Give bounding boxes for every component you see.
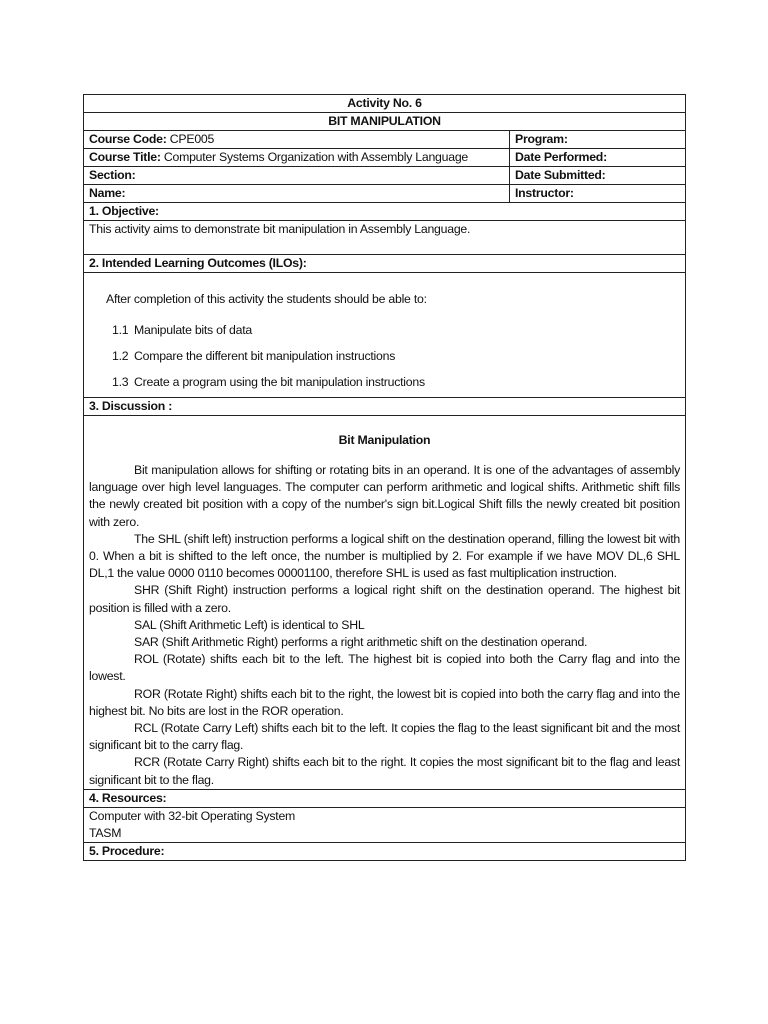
activity-title: BIT MANIPULATION: [84, 113, 686, 131]
activity-number-row: [84, 95, 686, 113]
section-row: [84, 167, 686, 185]
activity-number: Activity No. 6: [84, 95, 686, 113]
discussion-paragraph: ROL (Rotate) shifts each bit to the left. The highest bit is copied into both the Carry flag and into the lowest.: [89, 652, 680, 684]
ilo-item-text: Manipulate bits of data: [134, 323, 252, 337]
discussion-paragraph: SHR (Shift Right) instruction performs a logical right shift on the destination operand. The highest bit position is filled with a zero.: [89, 583, 680, 615]
date-performed-label: Date Performed:: [515, 150, 607, 164]
discussion-paragraph: RCL (Rotate Carry Left) shifts each bit to the left. It copies the flag to the least significant bit and the most significant bit to the carry flag.: [89, 721, 680, 753]
ilo-item-text: Compare the different bit manipulation instructions: [134, 349, 396, 363]
resources-body: [84, 807, 686, 842]
discussion-heading: 3. Discussion :: [84, 398, 686, 416]
discussion-paragraph: SAL (Shift Arithmetic Left) is identical to SHL: [134, 617, 365, 632]
course-code-row: [84, 131, 686, 149]
date-submitted-cell: [510, 167, 686, 185]
ilo-item: [112, 322, 680, 339]
discussion-paragraph: ROR (Rotate Right) shifts each bit to the right, the lowest bit is copied into both the carry flag and into the highest bit. No bits are lost in the ROR operation.: [89, 686, 680, 718]
discussion-paragraph: The SHL (shift left) instruction performs a logical shift on the destination operand, filling the lowest bit with 0. When a bit is shifted to the left once, the number is multiplied by 2. For example if we have MOV DL,6 SHL DL,1 the value 0000 0110 becomes 00001100, therefore SHL is used as fast multiplication instruction.: [89, 531, 680, 581]
discussion-body-row: [84, 416, 686, 790]
date-performed-cell: [510, 149, 686, 167]
resource-item: Computer with 32-bit Operating System: [89, 808, 296, 823]
program-label: Program:: [515, 132, 568, 146]
ilo-item-number: 1.3: [112, 375, 129, 389]
procedure-heading-row: [84, 842, 686, 860]
ilo-body-row: [84, 273, 686, 398]
ilo-list: [112, 322, 680, 391]
ilo-item-text: Create a program using the bit manipulation instructions: [134, 375, 425, 389]
section-cell: [84, 167, 510, 185]
objective-heading: 1. Objective:: [84, 203, 686, 221]
course-code-cell: [84, 131, 510, 149]
name-cell: [84, 185, 510, 203]
resources-heading: 4. Resources:: [84, 789, 686, 807]
objective-text: This activity aims to demonstrate bit manipulation in Assembly Language.: [84, 221, 686, 255]
objective-heading-row: [84, 203, 686, 221]
ilo-item-number: 1.2: [112, 349, 129, 363]
discussion-paragraph: Bit manipulation allows for shifting or rotating bits in an operand. It is one of the advantages of assembly language over high level languages. The computer can perform arithmetic and logical shifts. Arithmetic shift fills the newly created bit position with a copy of the number's sign bit.Logical Shift fills the newly created bit position with zero.: [89, 463, 680, 529]
objective-body-row: [84, 221, 686, 255]
program-cell: [510, 131, 686, 149]
course-title-label: Course Title:: [89, 150, 161, 164]
resources-heading-row: [84, 789, 686, 807]
activity-sheet: [83, 94, 685, 861]
course-code-value: CPE005: [169, 132, 215, 146]
course-title-row: [84, 149, 686, 167]
resource-item: TASM: [89, 825, 122, 840]
ilo-heading: 2. Intended Learning Outcomes (ILOs):: [84, 255, 686, 273]
course-title-cell: [84, 149, 510, 167]
instructor-cell: [510, 185, 686, 203]
activity-form-table: [83, 94, 686, 861]
ilo-intro: After completion of this activity the students should be able to:: [106, 292, 427, 306]
discussion-heading-row: [84, 398, 686, 416]
ilo-item: [112, 348, 680, 365]
discussion-body: [84, 416, 686, 790]
instructor-label: Instructor:: [515, 186, 574, 200]
activity-title-row: [84, 113, 686, 131]
ilo-item: [112, 374, 680, 391]
date-submitted-label: Date Submitted:: [515, 168, 606, 182]
resources-body-row: [84, 807, 686, 842]
course-code-label: Course Code:: [89, 132, 167, 146]
discussion-paragraph: RCR (Rotate Carry Right) shifts each bit to the right. It copies the most significant bit to the flag and least significant bit to the flag.: [89, 755, 680, 787]
name-label: Name:: [89, 186, 126, 200]
discussion-title: Bit Manipulation: [338, 433, 431, 447]
ilo-item-number: 1.1: [112, 323, 129, 337]
discussion-paragraph: SAR (Shift Arithmetic Right) performs a right arithmetic shift on the destination operand.: [134, 635, 588, 650]
procedure-heading: 5. Procedure:: [84, 842, 686, 860]
course-title-value: Computer Systems Organization with Assembly Language: [163, 150, 469, 164]
name-row: [84, 185, 686, 203]
ilo-body: [84, 273, 686, 398]
ilo-heading-row: [84, 255, 686, 273]
section-label: Section:: [89, 168, 136, 182]
